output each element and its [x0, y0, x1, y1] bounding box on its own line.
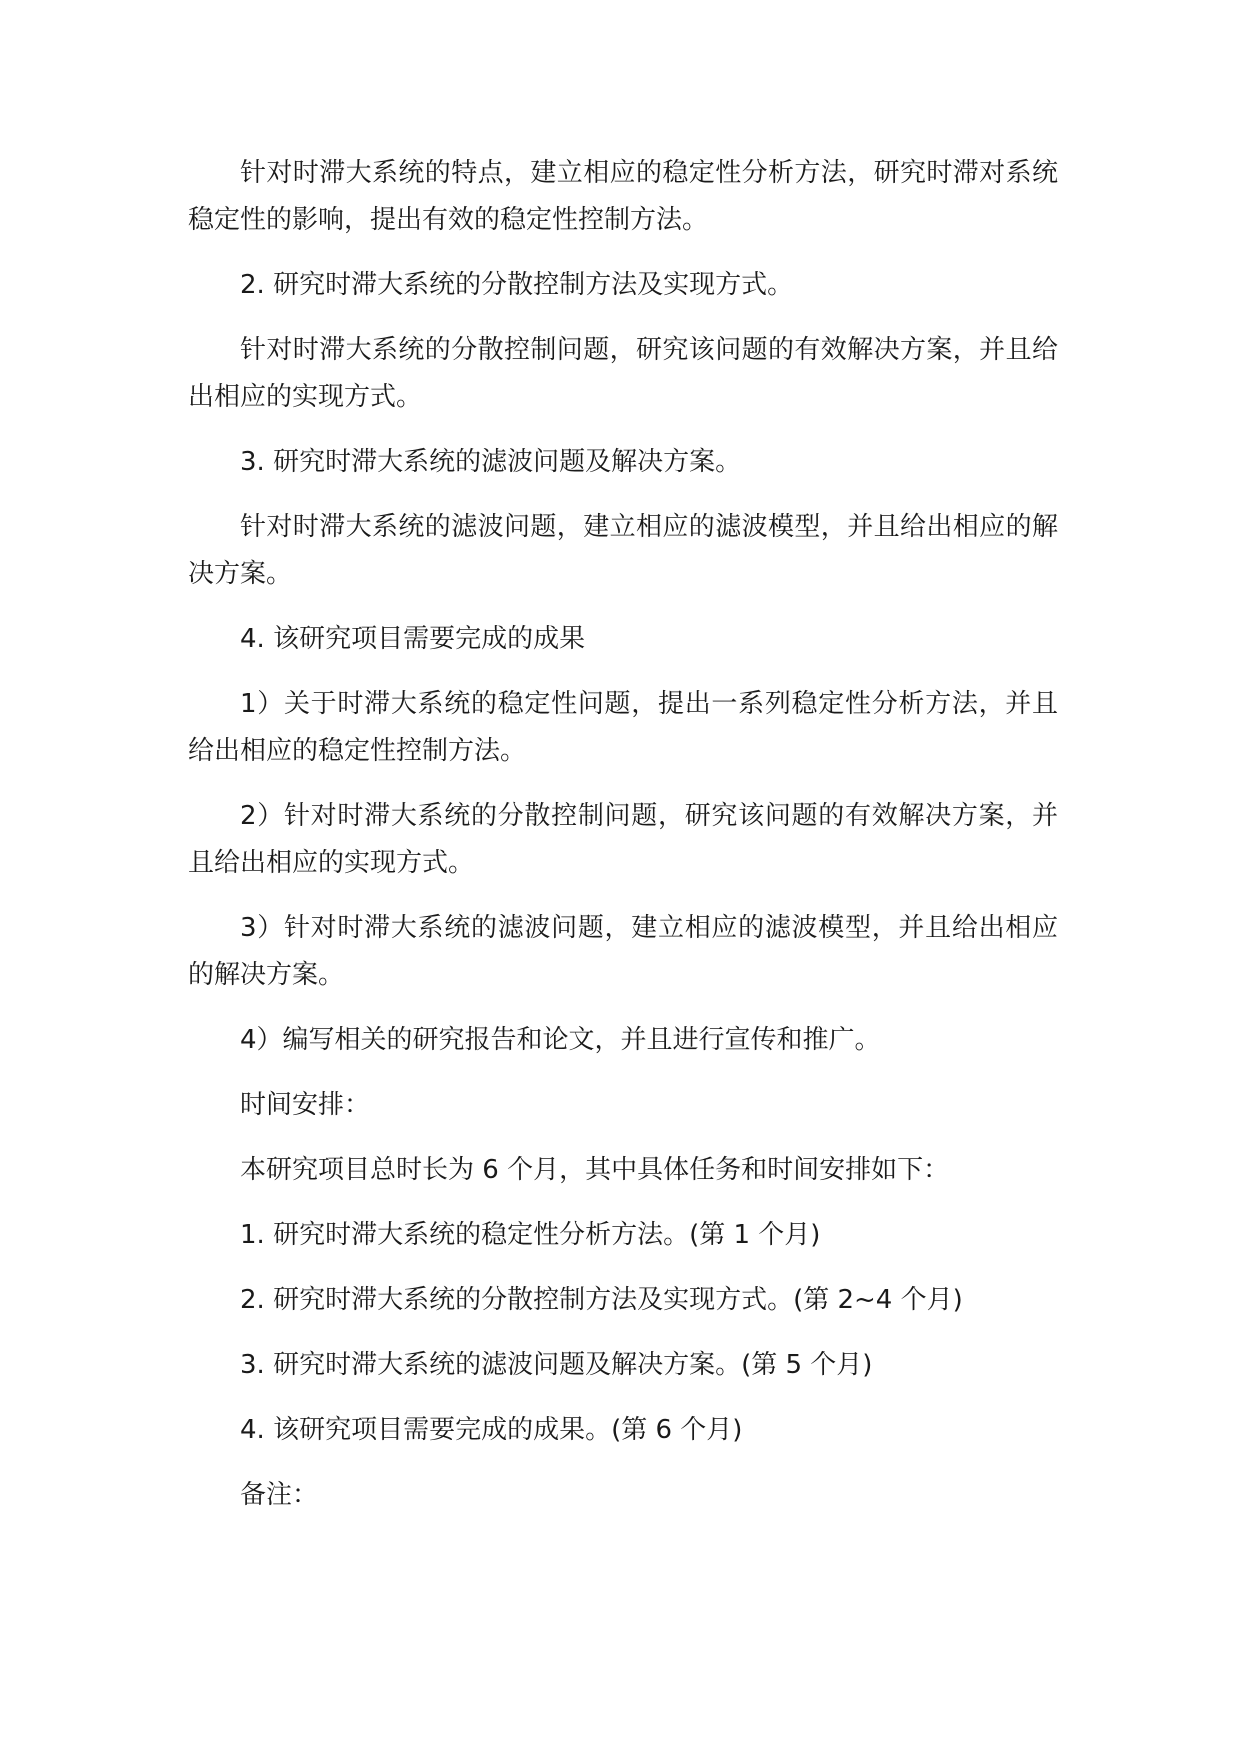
schedule-item: 2. 研究时滞大系统的分散控制方法及实现方式。(第 2~4 个月) [240, 1285, 963, 1315]
section-heading: 3. 研究时滞大系统的滤波问题及解决方案。 [240, 447, 742, 477]
list-item: 1）关于时滞大系统的稳定性问题，提出一系列稳定性分析方法，并且给出相应的稳定性控制方法。 [188, 689, 1058, 766]
paragraph: 针对时滞大系统的特点，建立相应的稳定性分析方法，研究时滞对系统稳定性的影响，提出有效的稳定性控制方法。 [188, 158, 1058, 235]
schedule-item: 4. 该研究项目需要完成的成果。(第 6 个月) [240, 1415, 743, 1445]
schedule-item: 1. 研究时滞大系统的稳定性分析方法。(第 1 个月) [240, 1220, 821, 1250]
paragraph: 本研究项目总时长为 6 个月，其中具体任务和时间安排如下： [240, 1155, 950, 1185]
list-item: 4）编写相关的研究报告和论文，并且进行宣传和推广。 [240, 1025, 881, 1055]
paragraph: 针对时滞大系统的滤波问题，建立相应的滤波模型，并且给出相应的解决方案。 [188, 512, 1058, 589]
list-item: 3）针对时滞大系统的滤波问题，建立相应的滤波模型，并且给出相应的解决方案。 [188, 913, 1058, 990]
document-body [188, 150, 1058, 1537]
section-heading: 4. 该研究项目需要完成的成果 [240, 624, 586, 654]
paragraph: 针对时滞大系统的分散控制问题，研究该问题的有效解决方案，并且给出相应的实现方式。 [188, 335, 1058, 412]
schedule-item: 3. 研究时滞大系统的滤波问题及解决方案。(第 5 个月) [240, 1350, 873, 1380]
notes-heading: 备注： [240, 1480, 319, 1510]
list-item: 2）针对时滞大系统的分散控制问题，研究该问题的有效解决方案，并且给出相应的实现方式。 [188, 801, 1058, 878]
schedule-heading: 时间安排： [240, 1090, 371, 1120]
section-heading: 2. 研究时滞大系统的分散控制方法及实现方式。 [240, 270, 794, 300]
